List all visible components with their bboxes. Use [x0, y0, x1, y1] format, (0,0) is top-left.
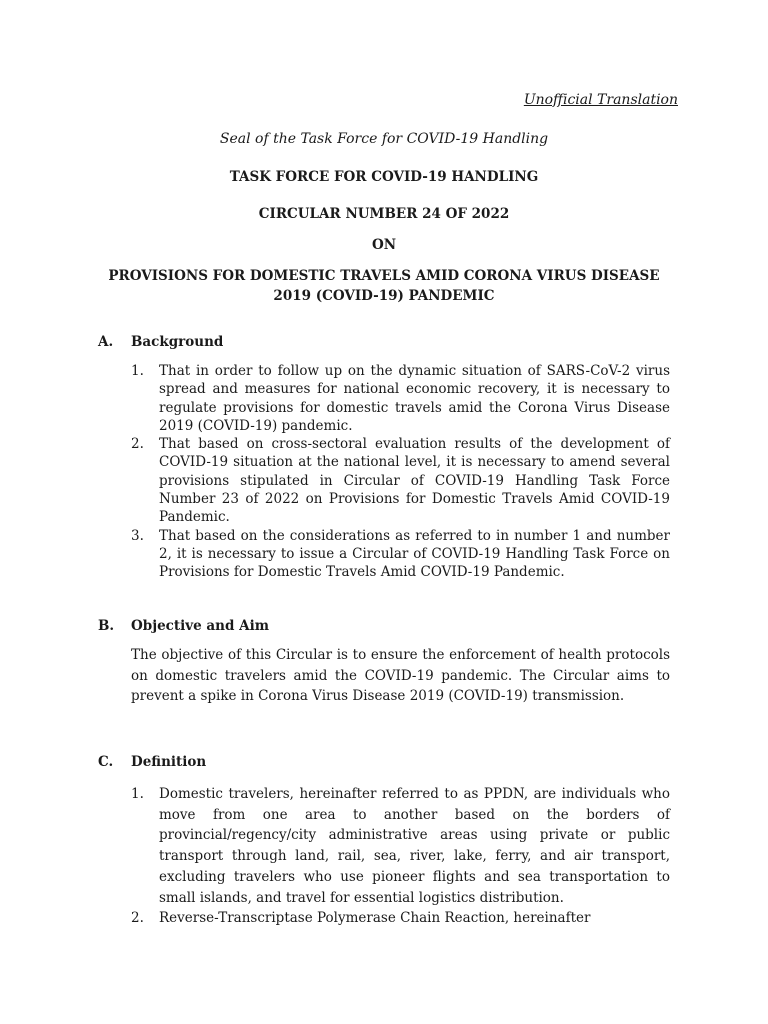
section-letter: C.: [98, 754, 114, 770]
definition-list: [131, 784, 670, 929]
item-text: That based on the considerations as referred to in number 1 and number 2, it is necessary to issue a Circular of COVID-19 Handling Task Force on Provisions for Domestic Travels Amid COVID-19 Pandemic.: [159, 527, 670, 581]
item-number: 1.: [131, 786, 144, 802]
item-number: 2.: [131, 910, 144, 927]
circular-subject: PROVISIONS FOR DOMESTIC TRAVELS AMID CORONA VIRUS DISEASE 2019 (COVID-19) PANDEMIC: [108, 268, 660, 304]
item-text: Reverse-Transcriptase Polymerase Chain Reaction, hereinafter: [159, 910, 591, 927]
section-heading-background: [98, 334, 223, 350]
section-heading-objective: [98, 618, 269, 634]
objective-paragraph: The objective of this Circular is to ensure the enforcement of health protocols on domestic travelers amid the COVID-19 pandemic. The Circular aims to prevent a spike in Corona Virus Disease 2019 (COVID-19) transmission.: [131, 647, 670, 704]
item-text: That based on cross-sectoral evaluation results of the development of COVID-19 situation at the national level, it is necessary to amend several provisions stipulated in Circular of COVID-19 Handling Task Force Number 23 of 2022 on Provisions for Domestic Travels Amid COVID-19 Pandemic.: [159, 436, 670, 526]
section-title: Objective and Aim: [131, 618, 269, 634]
list-item: [131, 435, 670, 526]
list-item: [131, 908, 670, 929]
translation-note: Unofficial Translation: [523, 92, 678, 108]
item-number: 1.: [131, 363, 144, 379]
org-title: TASK FORCE FOR COVID-19 HANDLING: [229, 169, 539, 185]
item-number: 3.: [131, 527, 144, 544]
section-letter: A.: [98, 334, 114, 350]
seal-caption: Seal of the Task Force for COVID-19 Handling: [219, 131, 549, 147]
item-text: Domestic travelers, hereinafter referred to as PPDN, are individuals who move from one area to another based on the borders of provincial/regency/city administrative areas using private or public transport through land, rail, sea, river, lake, ferry, and air transport, excluding travelers who use pioneer flights and sea transportation to small islands, and travel for essential logistics distribution.: [159, 786, 670, 906]
list-item: [131, 527, 670, 582]
item-number: 2.: [131, 436, 144, 453]
background-list: [131, 362, 670, 582]
section-letter: B.: [98, 618, 115, 634]
list-item: [131, 784, 670, 908]
list-item: [131, 362, 670, 435]
item-text: That in order to follow up on the dynamic situation of SARS-CoV-2 virus spread and measures for national economic recovery, it is necessary to regulate provisions for domestic travels amid the Corona Virus Disease 2019 (COVID-19) pandemic.: [159, 363, 670, 434]
section-title: Background: [131, 334, 224, 350]
section-heading-definition: [98, 754, 206, 770]
section-title: Definition: [131, 754, 207, 770]
on-label: ON: [371, 237, 397, 253]
circular-number: CIRCULAR NUMBER 24 OF 2022: [258, 206, 510, 222]
